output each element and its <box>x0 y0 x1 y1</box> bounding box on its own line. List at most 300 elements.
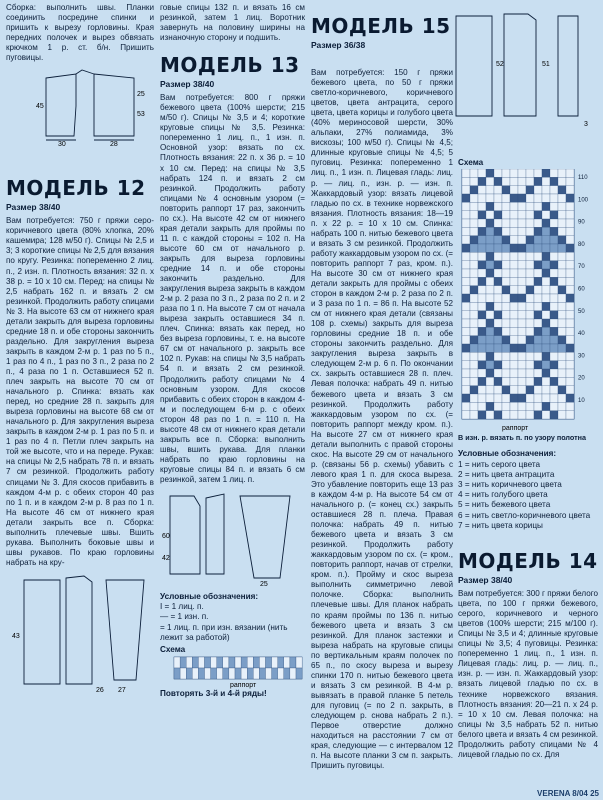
scheme-cell <box>526 353 534 361</box>
scheme-cell <box>192 657 198 668</box>
scheme-cell <box>462 169 470 177</box>
scheme-cell <box>470 369 478 377</box>
scheme-cell <box>198 668 204 679</box>
scheme-cell <box>542 286 550 294</box>
scheme-cell <box>566 169 574 177</box>
scheme-cell <box>494 353 502 361</box>
scheme-cell <box>462 236 470 244</box>
scheme-cell <box>542 294 550 302</box>
scheme-cell <box>550 211 558 219</box>
scheme-cell <box>550 353 558 361</box>
model13-rapport-label: раппорт <box>230 682 257 690</box>
model12-back-schematic <box>6 66 154 146</box>
scheme-cell <box>180 657 186 668</box>
column-1 <box>6 0 154 712</box>
scheme-cell <box>518 378 526 386</box>
scheme-cell <box>526 278 534 286</box>
dim-43: 43 <box>12 632 20 640</box>
scheme-cell <box>510 286 518 294</box>
scheme-cell <box>494 211 502 219</box>
dim-25: 25 <box>137 91 145 99</box>
scheme-cell <box>510 336 518 344</box>
scheme-cell <box>462 186 470 194</box>
scheme-cell <box>566 411 574 419</box>
model13-scheme-title: Схема <box>160 645 186 655</box>
scheme-cell <box>470 361 478 369</box>
scheme-cell <box>566 211 574 219</box>
scheme-cell <box>550 403 558 411</box>
scheme-cell <box>566 286 574 294</box>
scheme-cell <box>534 253 542 261</box>
scheme-cell <box>550 319 558 327</box>
scheme-cell <box>518 261 526 269</box>
scheme-cell <box>534 194 542 202</box>
scheme-cell <box>526 336 534 344</box>
scheme-cell <box>558 219 566 227</box>
scheme-cell <box>478 394 486 402</box>
scheme-cell <box>526 286 534 294</box>
dim-52: 52 <box>496 61 504 68</box>
scheme-cell <box>550 278 558 286</box>
scheme-cell <box>462 286 470 294</box>
scheme-cell <box>518 403 526 411</box>
scheme-cell <box>502 411 510 419</box>
scheme-cell <box>526 219 534 227</box>
scheme-cell <box>550 336 558 344</box>
legend-item: 2 = нить цвета антрацита <box>458 469 555 479</box>
scheme-cell <box>566 344 574 352</box>
scheme-cell <box>566 361 574 369</box>
scheme-cell <box>486 194 494 202</box>
scheme-cell <box>510 386 518 394</box>
dim-53: 53 <box>137 111 145 119</box>
scheme-cell <box>259 657 265 668</box>
scheme-cell <box>534 228 542 236</box>
scheme-cell <box>470 203 478 211</box>
scheme-cell <box>502 303 510 311</box>
scheme-cell <box>462 336 470 344</box>
scheme-cell <box>526 369 534 377</box>
scheme-cell <box>510 236 518 244</box>
scheme-cell <box>518 336 526 344</box>
scheme-cell <box>526 194 534 202</box>
scheme-cell <box>518 178 526 186</box>
model13-repeat-note: Повторять 3-й и 4-й ряды! <box>160 689 267 699</box>
scheme-cell <box>174 657 180 668</box>
scheme-cell <box>542 303 550 311</box>
scheme-cell <box>542 361 550 369</box>
scheme-cell <box>558 394 566 402</box>
scheme-cell <box>470 344 478 352</box>
scheme-cell <box>558 269 566 277</box>
scheme-cell <box>566 261 574 269</box>
scheme-cell <box>566 394 574 402</box>
scheme-cell <box>494 286 502 294</box>
scheme-cell <box>550 236 558 244</box>
scheme-cell <box>198 657 204 668</box>
scheme-cell <box>526 328 534 336</box>
scheme-cell <box>478 311 486 319</box>
scheme-cell <box>526 378 534 386</box>
scheme-cell <box>478 361 486 369</box>
scheme-cell <box>259 668 265 679</box>
scheme-cell <box>550 269 558 277</box>
scheme-cell <box>494 203 502 211</box>
scheme-cell <box>518 311 526 319</box>
model13-schematic <box>160 488 305 588</box>
scheme-cell <box>502 261 510 269</box>
scheme-cell <box>550 378 558 386</box>
column-3 <box>311 0 453 771</box>
scheme-cell <box>534 361 542 369</box>
model15-body: Вам потребуется: 150 г пряжи бежевого цвета, по 50 г пряжи светло-коричневого, коричневого цветов, цвета антрацита, серого цвета, цвета корицы и голубого цвета (40% мериносовой шерсти, 30% альпаки, 27% полиамида, 3% вискозы; 100 м/50 г). Спицы № 4,5; длинные круговые спицы № 4,5; 5 пуговиц. Резинка: попеременно 1 лиц. п., 1 изн. п. Лицевая гладь: лиц. р. — лиц. п., изн. р. — изн. п. Жаккардовый узор: вязать лицевой гладью по сх. в технике норвежского вязания. Плотность вязания: 18—19 п. х 22 р. = 10 х 10 см. Спинка: набрать 100 п. нитью бежевого цвета и вязать 3 см резинкой. Продолжить работу жаккардовым узором по сх. (= повторить раппорт 7 раз, кром. п.). На высоте 30 см от нижнего края детали закрыть для проймы с обеих сторон в каждом 2-м р. 2 раза по 2 п. и 3 раза по 1 п. = 86 п. На высоте 52 см от нижнего края детали (связаны 108 р. схемы) закрыть для выреза горловины средние 18 п. и обе стороны закончить раздельно. Для закругления выреза закрыть в следующем 2-м р. 6 п. По окончании сх. закрыть оставшиеся 28 п. плеч. Левая полочка: набрать 49 п. нитью бежевого цвета и вязать 3 см резинкой. Продолжить работу жаккардовым узором по сх. (= повторить раппорт между кром. п.). На высоте 27 см от нижнего края детали выполнить с правой стороны скос. На высоте 29 см от начального р. (связаны 56 р. схемы) убавить с левого края 1 п. для скоса выреза. Это убавление повторить еще 13 раз в каждом 4-м р. На высоте 54 см от начального р. (= конец сх.) закрыть оставшиеся 28 п. плеча. Правая полочка: набрать 49 п. нитью бежевого цвета и вязать 3 см резинкой. Продолжить работу жаккардовым узором по сх. (= кром., повторить раппорт, начав от стрелки, кром. п.). Пройму и скос выреза выполнить симметрично левой полочке. Сборка: выполнить плечевые швы. Для планок набрать по краям проймы по 136 п. нитью бежевого цвета и вязать 3 см резинкой. Для планок застежки и выреза набрать на круговые спицы по вертикальным краям полочек по 65 п., по скосу выреза и вырезу спинки 170 п. нитью бежевого цвета и вязать 3 см резинкой. В 4-м р. вывязать в правой планке 5 петель для пуговиц (= по 2 п. закрыть, в следующем р. снова набрать 2 п.). Первое отверстие должно находиться на расстоянии 7 см от края, следующие — с интервалом 12 п. На высоте планки 3 см п. закрыть. Пришить пуговицы. <box>311 68 453 771</box>
scheme-cell <box>558 336 566 344</box>
legend-item: 5 = нить бежевого цвета <box>458 500 551 510</box>
scheme-cell <box>223 668 229 679</box>
scheme-cell <box>486 236 494 244</box>
scheme-cell <box>566 303 574 311</box>
scheme-cell <box>470 411 478 419</box>
scheme-cell <box>296 657 302 668</box>
scheme-cell <box>486 353 494 361</box>
model13-legend <box>160 592 305 643</box>
scheme-cell <box>478 261 486 269</box>
scheme-cell <box>478 328 486 336</box>
scheme15-grid <box>458 169 598 433</box>
dim-3: 3 <box>584 121 588 128</box>
scheme-cell <box>534 294 542 302</box>
scheme-row-label: 70 <box>578 264 585 271</box>
scheme-cell <box>518 278 526 286</box>
scheme-cell <box>558 361 566 369</box>
scheme-cell <box>478 186 486 194</box>
scheme-cell <box>542 244 550 252</box>
scheme-cell <box>229 657 235 668</box>
scheme-cell <box>558 261 566 269</box>
scheme-cell <box>462 394 470 402</box>
scheme-cell <box>558 169 566 177</box>
scheme-cell <box>494 403 502 411</box>
scheme-cell <box>566 319 574 327</box>
scheme-cell <box>518 236 526 244</box>
scheme-cell <box>542 353 550 361</box>
legend-item: = 1 лиц. п. при изн. вязании (нить лежит за работой) <box>160 622 288 642</box>
scheme-cell <box>534 328 542 336</box>
scheme-cell <box>462 203 470 211</box>
scheme15-cells <box>462 169 574 419</box>
scheme-cell <box>542 211 550 219</box>
scheme-row-label: 30 <box>578 353 585 360</box>
scheme-cell <box>502 353 510 361</box>
scheme-cell <box>462 211 470 219</box>
scheme-cell <box>510 219 518 227</box>
model15-title: МОДЕЛЬ 15 <box>311 14 451 38</box>
scheme-cell <box>502 211 510 219</box>
model15-schematic <box>448 6 598 136</box>
scheme-cell <box>558 278 566 286</box>
scheme-cell <box>502 319 510 327</box>
scheme-cell <box>478 336 486 344</box>
scheme-cell <box>510 311 518 319</box>
scheme-cell <box>558 211 566 219</box>
scheme-cell <box>478 411 486 419</box>
scheme-cell <box>566 203 574 211</box>
scheme-cell <box>478 169 486 177</box>
model12-size: Размер 38/40 <box>6 202 61 213</box>
scheme-cell <box>510 361 518 369</box>
scheme-cell <box>510 378 518 386</box>
scheme-row-label: 20 <box>578 375 585 382</box>
dim-42: 42 <box>162 555 170 563</box>
scheme-cell <box>534 178 542 186</box>
scheme-cell <box>566 186 574 194</box>
scheme-cell <box>478 344 486 352</box>
model12-title: МОДЕЛЬ 12 <box>6 176 146 201</box>
scheme-cell <box>502 311 510 319</box>
scheme-cell <box>534 353 542 361</box>
scheme-cell <box>478 219 486 227</box>
scheme-cell <box>470 294 478 302</box>
scheme-cell <box>542 369 550 377</box>
scheme-cell <box>558 411 566 419</box>
scheme-cell <box>494 344 502 352</box>
scheme-cell <box>272 668 278 679</box>
scheme-cell <box>518 369 526 377</box>
scheme-cell <box>558 294 566 302</box>
scheme-cell <box>462 361 470 369</box>
scheme-cell <box>526 403 534 411</box>
scheme-cell <box>502 253 510 261</box>
scheme-cell <box>526 319 534 327</box>
scheme-cell <box>534 386 542 394</box>
scheme-cell <box>518 411 526 419</box>
scheme-cell <box>534 203 542 211</box>
scheme-cell <box>558 186 566 194</box>
scheme-cell <box>235 668 241 679</box>
scheme-cell <box>566 311 574 319</box>
scheme-cell <box>478 269 486 277</box>
scheme-cell <box>486 269 494 277</box>
scheme-cell <box>558 378 566 386</box>
scheme-cell <box>534 411 542 419</box>
scheme-cell <box>550 311 558 319</box>
scheme-cell <box>534 269 542 277</box>
scheme-cell <box>486 311 494 319</box>
scheme-cell <box>558 228 566 236</box>
scheme-cell <box>470 219 478 227</box>
scheme-cell <box>542 169 550 177</box>
scheme-cell <box>478 303 486 311</box>
model15-size: Размер 36/38 <box>311 40 366 50</box>
model13-legend-title: Условные обозначения: <box>160 592 259 602</box>
scheme-cell <box>534 186 542 194</box>
scheme-cell <box>296 668 302 679</box>
scheme-cell <box>478 211 486 219</box>
legend-item: 4 = нить голубого цвета <box>458 490 548 500</box>
scheme-cell <box>486 378 494 386</box>
scheme-cell <box>510 344 518 352</box>
scheme-cell <box>486 294 494 302</box>
scheme15-legend-title: Условные обозначения: <box>458 449 557 459</box>
scheme-cell <box>558 311 566 319</box>
scheme-cell <box>502 178 510 186</box>
scheme-cell <box>502 394 510 402</box>
scheme-cell <box>478 403 486 411</box>
scheme-cell <box>174 668 180 679</box>
scheme-cell <box>462 178 470 186</box>
scheme-row-label: 50 <box>578 309 585 316</box>
scheme-cell <box>550 361 558 369</box>
scheme-cell <box>534 286 542 294</box>
scheme-cell <box>542 203 550 211</box>
scheme-cell <box>494 361 502 369</box>
scheme-cell <box>486 169 494 177</box>
scheme-cell <box>478 178 486 186</box>
scheme-cell <box>526 411 534 419</box>
scheme-cell <box>518 203 526 211</box>
scheme-cell <box>494 303 502 311</box>
dim-45: 45 <box>36 103 44 111</box>
scheme-cell <box>526 269 534 277</box>
scheme-cell <box>566 353 574 361</box>
scheme-cell <box>205 668 211 679</box>
scheme-cell <box>462 369 470 377</box>
scheme-cell <box>494 194 502 202</box>
model13-size: Размер 38/40 <box>160 79 215 90</box>
scheme-cell <box>526 386 534 394</box>
scheme-cell <box>510 178 518 186</box>
scheme-cell <box>470 303 478 311</box>
scheme-cell <box>542 311 550 319</box>
scheme-cell <box>534 344 542 352</box>
dim-51: 51 <box>542 61 550 68</box>
model12-front-schematic <box>6 572 154 712</box>
scheme-cell <box>542 269 550 277</box>
legend-item: — = 1 изн. п. <box>160 612 209 622</box>
scheme-cell <box>486 203 494 211</box>
scheme-cell <box>502 244 510 252</box>
scheme-cell <box>542 386 550 394</box>
scheme-cell <box>550 369 558 377</box>
scheme-cell <box>502 361 510 369</box>
dim-30: 30 <box>58 141 66 147</box>
scheme-cell <box>558 178 566 186</box>
scheme-cell <box>253 657 259 668</box>
scheme-cell <box>478 203 486 211</box>
scheme-cell <box>550 169 558 177</box>
scheme-cell <box>518 361 526 369</box>
page-footer: VERENA 8/04 25 <box>537 789 599 798</box>
scheme-cell <box>470 269 478 277</box>
scheme-cell <box>470 278 478 286</box>
scheme-cell <box>186 657 192 668</box>
scheme-cell <box>478 244 486 252</box>
scheme-cell <box>566 194 574 202</box>
scheme15-rapport-label: раппорт <box>502 425 529 433</box>
scheme-cell <box>502 236 510 244</box>
scheme-cell <box>223 657 229 668</box>
scheme-cell <box>486 411 494 419</box>
scheme-cell <box>566 403 574 411</box>
scheme-row-label: 90 <box>578 219 585 226</box>
scheme-cell <box>494 178 502 186</box>
scheme-cell <box>241 657 247 668</box>
scheme-cell <box>558 203 566 211</box>
scheme-cell <box>510 278 518 286</box>
scheme-cell <box>510 261 518 269</box>
scheme-cell <box>534 319 542 327</box>
scheme-cell <box>494 319 502 327</box>
scheme-cell <box>486 369 494 377</box>
scheme-cell <box>266 657 272 668</box>
scheme-cell <box>494 328 502 336</box>
scheme-cell <box>534 211 542 219</box>
scheme-cell <box>566 386 574 394</box>
scheme-cell <box>470 319 478 327</box>
scheme-cell <box>542 344 550 352</box>
scheme-cell <box>494 311 502 319</box>
legend-item: 1 = нить серого цвета <box>458 459 541 469</box>
scheme-cell <box>510 194 518 202</box>
scheme-cell <box>550 328 558 336</box>
scheme-cell <box>510 169 518 177</box>
scheme-cell <box>550 219 558 227</box>
scheme-cell <box>534 369 542 377</box>
scheme-cell <box>462 244 470 252</box>
scheme-cell <box>510 319 518 327</box>
scheme-cell <box>526 344 534 352</box>
scheme-row-label: 10 <box>578 398 585 405</box>
scheme-cell <box>494 228 502 236</box>
scheme-cell <box>542 178 550 186</box>
scheme-cell <box>462 278 470 286</box>
scheme-cell <box>462 261 470 269</box>
scheme-cell <box>518 319 526 327</box>
scheme-cell <box>502 378 510 386</box>
scheme-cell <box>462 303 470 311</box>
scheme-cell <box>534 378 542 386</box>
scheme-cell <box>518 294 526 302</box>
scheme-cell <box>566 228 574 236</box>
scheme-cell <box>502 294 510 302</box>
scheme-cell <box>470 311 478 319</box>
scheme-cell <box>550 394 558 402</box>
scheme-cell <box>526 244 534 252</box>
scheme-cell <box>502 228 510 236</box>
scheme-cell <box>470 394 478 402</box>
scheme-cell <box>566 178 574 186</box>
scheme-cell <box>550 294 558 302</box>
scheme-cell <box>550 261 558 269</box>
scheme-cell <box>470 211 478 219</box>
scheme-cell <box>534 278 542 286</box>
scheme-cell <box>494 219 502 227</box>
scheme-cell <box>518 169 526 177</box>
scheme-cell <box>550 303 558 311</box>
scheme-cell <box>558 286 566 294</box>
scheme-cell <box>566 278 574 286</box>
scheme-cell <box>518 253 526 261</box>
scheme-cell <box>486 336 494 344</box>
scheme-cell <box>470 236 478 244</box>
scheme-cell <box>526 361 534 369</box>
scheme-cell <box>542 261 550 269</box>
scheme-cell <box>550 411 558 419</box>
scheme-cell <box>550 194 558 202</box>
scheme-cell <box>550 286 558 294</box>
scheme-cell <box>518 186 526 194</box>
scheme-cell <box>470 253 478 261</box>
